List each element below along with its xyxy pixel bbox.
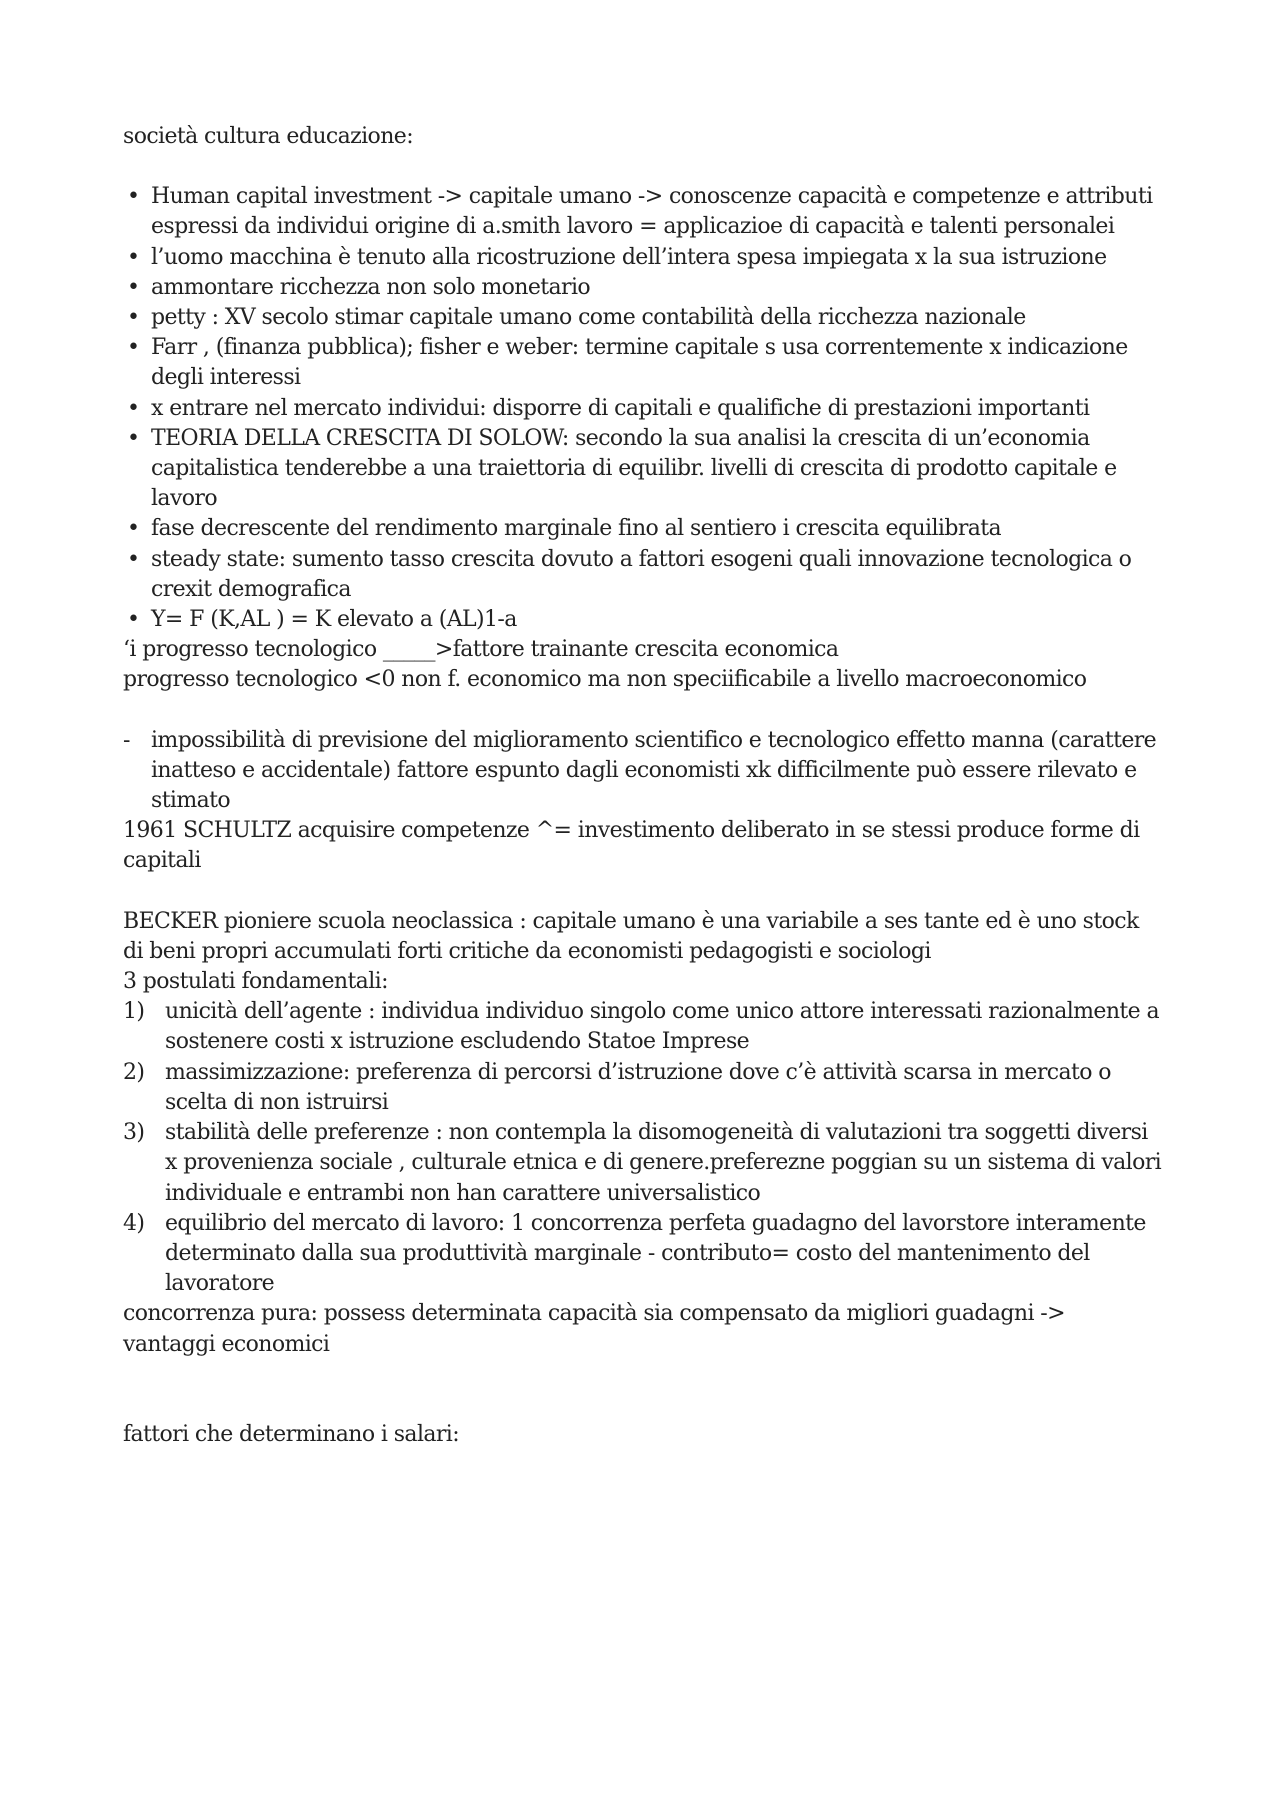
list-item: • petty : XV secolo stimar capitale umano come contabilità della ricchezza nazionale bbox=[123, 303, 1163, 333]
list-item bbox=[123, 997, 1163, 1057]
paragraph-progresso-2: progresso tecnologico <0 non f. economico ma non speciificabile a livello macroeconomico bbox=[123, 667, 1087, 693]
list-item: • Y= F (K,AL ) = K elevato a (AL)1-a bbox=[123, 605, 1163, 635]
list-item: • TEORIA DELLA CRESCITA DI SOLOW: secondo la sua analisi la crescita di un’economia capitalistica tenderebbe a una traiettoria di equilibr. livelli di crescita di prodotto capitale e lavoro bbox=[123, 424, 1163, 515]
paragraph-salari: fattori che determinano i salari: bbox=[123, 1421, 460, 1447]
list-item: - impossibilità di previsione del miglioramento scientifico e tecnologico effetto manna (carattere inatteso e accidentale) fattore espunto dagli economisti xk difficilmente può essere rilevato e stimato bbox=[123, 726, 1163, 817]
paragraph-becker: BECKER pioniere scuola neoclassica : capitale umano è una variabile a ses tante ed è uno stock di beni propri accumulati forti critiche da economisti pedagogisti e sociologi bbox=[123, 908, 1139, 964]
list-item: • steady state: sumento tasso crescita dovuto a fattori esogeni quali innovazione tecnologica o crexit demografica bbox=[123, 545, 1163, 605]
section-heading: società cultura educazione: bbox=[123, 124, 414, 149]
paragraph-concorrenza: concorrenza pura: possess determinata capacità sia compensato da migliori guadagni -> vantaggi economici bbox=[123, 1301, 1065, 1357]
list-item: • Farr , (finanza pubblica); fisher e weber: termine capitale s usa correntemente x indicazione degli interessi bbox=[123, 333, 1163, 393]
document-page bbox=[123, 122, 1163, 1450]
list-number: 4) bbox=[123, 1210, 145, 1236]
list-text: unicità dell’agente : individua individuo singolo come unico attore interessati razionalmente a sostenere costi x istruzione escludendo Statoe Imprese bbox=[165, 999, 1159, 1055]
bullet-list bbox=[123, 182, 1163, 635]
list-text: stabilità delle preferenze : non contempla la disomogeneità di valutazioni tra soggetti diversi x provenienza sociale , culturale etnica e di genere.preferezne poggian su un sistema di valori individuale e entrambi non han carattere universalistico bbox=[165, 1120, 1162, 1206]
list-item bbox=[123, 1058, 1163, 1118]
list-item: • fase decrescente del rendimento marginale fino al sentiero i crescita equilibrata bbox=[123, 514, 1163, 544]
list-item: • Human capital investment -> capitale umano -> conoscenze capacità e competenze e attributi espressi da individui origine di a.smith lavoro = applicazioe di capacità e talenti personalei bbox=[123, 182, 1163, 242]
list-number: 2) bbox=[123, 1059, 145, 1085]
list-item bbox=[123, 1118, 1163, 1209]
list-item: • x entrare nel mercato individui: disporre di capitali e qualifiche di prestazioni importanti bbox=[123, 394, 1163, 424]
list-number: 1) bbox=[123, 999, 145, 1025]
list-item bbox=[123, 1209, 1163, 1300]
list-text: equilibrio del mercato di lavoro: 1 concorrenza perfeta guadagno del lavorstore interamente determinato dalla sua produttività marginale - contributo= costo del mantenimento del lavoratore bbox=[165, 1210, 1146, 1297]
list-item: • l’uomo macchina è tenuto alla ricostruzione dell’intera spesa impiegata x la sua istruzione bbox=[123, 243, 1163, 273]
numbered-list bbox=[123, 997, 1163, 1299]
list-text: massimizzazione: preferenza di percorsi d’istruzione dove c’è attività scarsa in mercato o scelta di non istruirsi bbox=[165, 1059, 1111, 1115]
postulati-title: 3 postulati fondamentali: bbox=[123, 969, 388, 995]
dash-list bbox=[123, 726, 1163, 817]
list-item: • ammontare ricchezza non solo monetario bbox=[123, 273, 1163, 303]
paragraph-progresso: ‘i progresso tecnologico _____>fattore trainante crescita economica bbox=[123, 637, 839, 663]
list-number: 3) bbox=[123, 1120, 145, 1146]
paragraph-schultz: 1961 SCHULTZ acquisire competenze ^= investimento deliberato in se stessi produce forme di capitali bbox=[123, 818, 1140, 874]
